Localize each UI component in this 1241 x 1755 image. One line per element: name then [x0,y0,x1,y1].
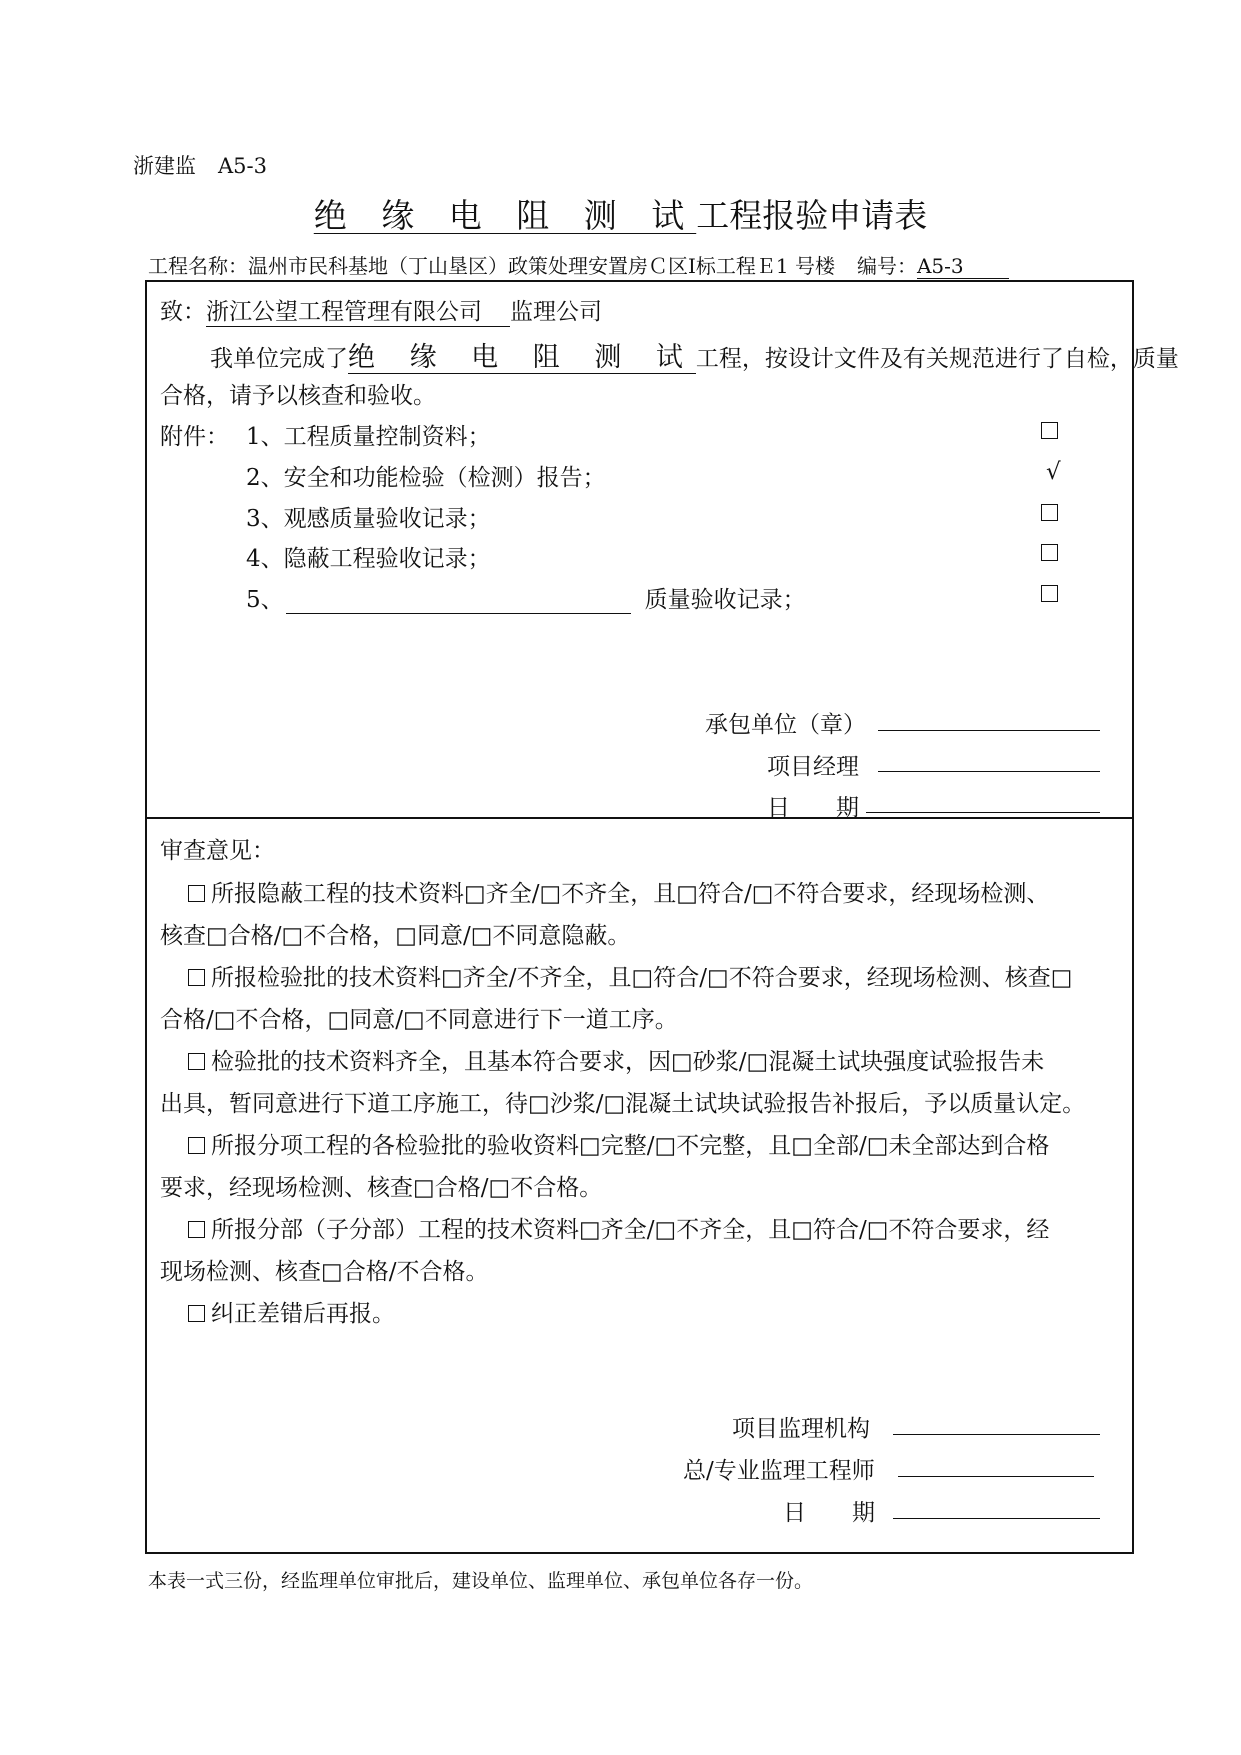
attachment-4-checkbox[interactable] [1041,544,1058,564]
attachment-1-checkbox[interactable] [1041,422,1058,442]
review-option-1-checkbox[interactable] [188,885,205,902]
number-value: A5-3 [917,254,1009,279]
body-line-1 [210,335,1179,374]
review-option-2-line1 [188,959,1072,992]
review-option-1-line1 [188,875,1049,908]
review-option-5-checkbox[interactable] [188,1221,205,1238]
page-title [0,190,1241,237]
section-divider [145,817,1134,819]
review-option-5-text: 所报分部（子分部）工程的技术资料□齐全/□不齐全，且□符合/□不符合要求，经 [211,1217,1050,1243]
review-option-3-line2: 出具，暂同意进行下道工序施工，待□沙浆/□混凝土试块试验报告补报后，予以质量认定。 [160,1091,1086,1117]
checkbox-empty[interactable] [1041,585,1058,602]
attachment-5-checkbox[interactable] [1041,585,1058,605]
supervision-date-label: 日 期 [783,1500,875,1526]
to-label: 致： [160,299,206,325]
contractor-date-line[interactable] [866,812,1100,813]
review-option-3-checkbox[interactable] [188,1053,205,1070]
review-option-4-checkbox[interactable] [188,1137,205,1154]
title-test-name: 绝 缘 电 阻 测 试 [313,196,697,235]
attachment-5-suffix: 质量验收记录； [644,587,806,613]
review-option-5-line1 [188,1211,1049,1244]
review-option-1-line2: 核查□合格/□不合格，□同意/□不同意隐蔽。 [160,923,631,949]
work-name[interactable]: 绝 缘 电 阻 测 试 [348,342,696,373]
project-line [148,250,1009,279]
engineer-signature-line[interactable] [898,1476,1094,1477]
attachment-5-blank[interactable] [286,589,631,614]
review-option-4-line2: 要求，经现场检测、核查□合格/□不合格。 [160,1175,603,1201]
body-suffix: 工程，按设计文件及有关规范进行了自检，质量 [695,346,1179,372]
attachment-1: 1、工程质量控制资料； [246,424,491,450]
attachment-4: 4、隐蔽工程验收记录； [246,546,491,572]
attachment-5-number: 5、 [246,587,284,613]
review-option-2-text: 所报检验批的技术资料□齐全/不齐全，且□符合/□不符合要求，经现场检测、核查□ [211,965,1073,991]
review-option-4-text: 所报分项工程的各检验批的验收资料□完整/□不完整，且□全部/□未全部达到合格 [211,1133,1050,1159]
attachment-2-checkmark[interactable]: √ [1046,459,1061,485]
footer-note: 本表一式三份，经监理单位审批后，建设单位、监理单位、承包单位各存一份。 [148,1570,814,1592]
review-option-1-text: 所报隐蔽工程的技术资料□齐全/□不齐全，且□符合/□不符合要求，经现场检测、 [211,881,1050,907]
review-option-3-line1 [188,1043,1044,1076]
review-label: 审查意见： [160,838,275,864]
review-option-3-text: 检验批的技术资料齐全，且基本符合要求，因□砂浆/□混凝土试块强度试验报告未 [211,1049,1045,1075]
supervision-date-line[interactable] [893,1518,1100,1519]
contractor-label: 承包单位（章） [705,712,866,738]
company-name[interactable]: 浙江公望工程管理有限公司 [206,293,510,327]
manager-label: 项目经理 [767,754,859,780]
checkbox-empty[interactable] [1041,544,1058,561]
supervision-org-signature-line[interactable] [893,1434,1100,1435]
company-suffix: 监理公司 [510,299,602,325]
form-code-number: A5-3 [218,154,267,178]
attachment-5 [246,581,806,614]
review-option-6-line1 [188,1295,395,1328]
contractor-signature-line[interactable] [878,730,1100,731]
title-suffix: 工程报验申请表 [696,196,928,235]
attachment-3: 3、观感质量验收记录； [246,506,491,532]
review-option-2-checkbox[interactable] [188,969,205,986]
contractor-date-label: 日 期 [767,795,859,821]
project-name: 温州市民科基地（丁山垦区）政策处理安置房Ｃ区Ⅰ标工程Ｅ1 号楼 [248,254,835,278]
review-option-4-line1 [188,1127,1049,1160]
manager-signature-line[interactable] [878,771,1100,772]
supervision-org-label: 项目监理机构 [732,1416,870,1442]
review-option-2-line2: 合格/□不合格，□同意/□不同意进行下一道工序。 [160,1007,678,1033]
review-option-6-checkbox[interactable] [188,1305,205,1322]
review-option-6-text: 纠正差错后再报。 [211,1301,395,1327]
engineer-label: 总/专业监理工程师 [683,1458,875,1484]
attachment-3-checkbox[interactable] [1041,504,1058,524]
checkbox-empty[interactable] [1041,422,1058,439]
checkbox-empty[interactable] [1041,504,1058,521]
review-option-5-line2: 现场检测、核查□合格/不合格。 [160,1259,489,1285]
body-line-2: 合格，请予以核查和验收。 [160,383,436,409]
number-label: 编号： [856,254,917,278]
to-line [160,293,602,327]
attachment-2: 2、安全和功能检验（检测）报告； [246,465,606,491]
form-code-prefix: 浙建监 [133,154,196,178]
form-code [133,150,267,180]
attachments-label: 附件： [160,424,229,450]
project-label: 工程名称： [148,254,248,278]
body-prefix: 我单位完成了 [210,346,348,372]
